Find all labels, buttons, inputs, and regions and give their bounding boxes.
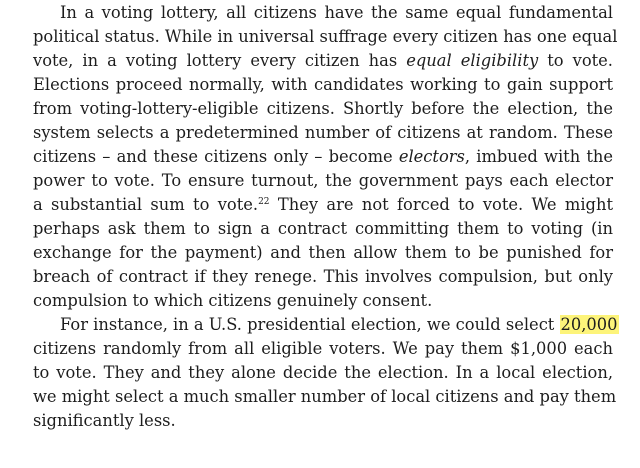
text-line: In a voting lottery, all citizens have the same equal fundamental <box>60 3 613 22</box>
text-line: vote, in a voting lottery every citizen has equal eligibility to vote. <box>33 51 613 70</box>
italic-term-electors: electors <box>398 147 465 166</box>
text-line: citizens randomly from all eligible voters. We pay them $1,000 each <box>33 339 613 358</box>
text-line: citizens – and these citizens only – become electors, imbued with the <box>33 147 613 166</box>
paragraph-1 <box>33 1 618 313</box>
paragraph-2 <box>33 313 618 433</box>
text-line: political status. While in universal suffrage every citizen has one equal <box>33 27 618 46</box>
italic-term-equal-eligibility: equal eligibility <box>406 51 539 70</box>
text-line: perhaps ask them to sign a contract committing them to voting (in <box>33 219 613 238</box>
highlighted-number[interactable]: 20,000 <box>560 315 618 334</box>
text-line: breach of contract if they renege. This involves compulsion, but only <box>33 267 613 286</box>
text-line: system selects a predetermined number of citizens at random. These <box>33 123 613 142</box>
text-line: power to vote. To ensure turnout, the government pays each elector <box>33 171 613 190</box>
text-line: from voting-lottery-eligible citizens. Shortly before the election, the <box>33 99 613 118</box>
text-line: we might select a much smaller number of local citizens and pay them <box>33 387 617 406</box>
text-line: Elections proceed normally, with candidates working to gain support <box>33 75 613 94</box>
text-line: significantly less. <box>33 411 176 430</box>
text-line: to vote. They and they alone decide the election. In a local election, <box>33 363 613 382</box>
text-line: exchange for the payment) and then allow them to be punished for <box>33 243 613 262</box>
body-text <box>33 1 618 433</box>
footnote-marker[interactable]: 22 <box>258 197 270 207</box>
text-line: compulsion to which citizens genuinely consent. <box>33 291 433 310</box>
text-line: a substantial sum to vote.$^{22}$ They are not forced to vote. We might <box>33 195 613 214</box>
text-line: For instance, in a U.S. presidential election, we could select 20,000 <box>60 315 618 334</box>
